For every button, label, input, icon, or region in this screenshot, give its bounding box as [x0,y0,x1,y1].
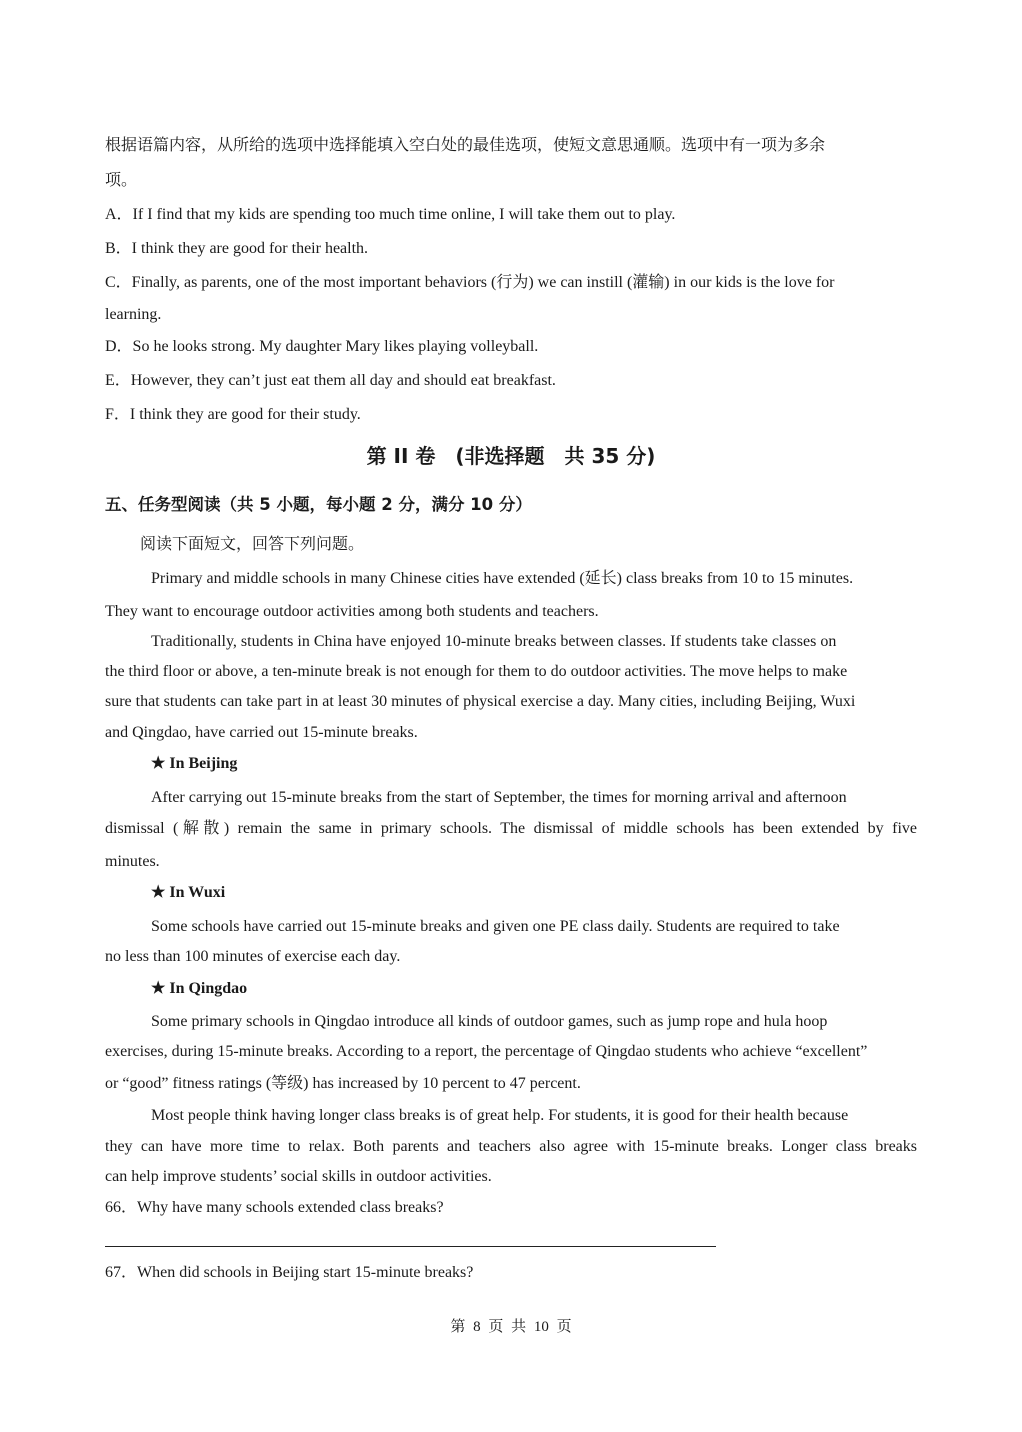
option-e: E．However, they can’t just eat them all day and should eat breakfast. [105,372,556,389]
heading-qingdao: ★ In Qingdao [151,980,248,997]
heading-wuxi: ★ In Wuxi [151,884,226,901]
passage-p2-line-4: and Qingdao, have carried out 15-minute breaks. [105,724,418,741]
option-f: F．I think they are good for their study. [105,406,361,423]
reading-instruction: 阅读下面短文，回答下列问题。 [140,536,365,553]
passage-p6-line-1: Most people think having longer class breaks is of great help. For students, it is good for their health because [151,1107,849,1124]
passage-p2-line-1: Traditionally, students in China have enjoyed 10-minute breaks between classes. If students take classes on [151,633,837,650]
passage-p6-line-2: they can have more time to relax. Both parents and teachers also agree with 15-minute breaks. Longer class breaks [105,1138,917,1155]
passage-p5-line-3: or “good” fitness ratings (等级) has increased by 10 percent to 47 percent. [105,1075,581,1092]
instruction-line-1: 根据语篇内容，从所给的选项中选择能填入空白处的最佳选项，使短文意思通顺。选项中有一项为多余 [105,137,826,154]
passage-p5-line-2: exercises, during 15-minute breaks. According to a report, the percentage of Qingdao students who achieve “excellent” [105,1043,868,1060]
option-a: A．If I find that my kids are spending too much time online, I will take them out to play. [105,206,676,223]
instruction-line-2: 项。 [105,172,138,189]
part-title: 五、任务型阅读（共 5 小题，每小题 2 分，满分 10 分） [105,495,532,514]
passage-p4-line-1: Some schools have carried out 15-minute breaks and given one PE class daily. Students are required to take [151,918,840,935]
passage-p6-line-3: can help improve students’ social skills in outdoor activities. [105,1168,492,1185]
option-d: D．So he looks strong. My daughter Mary likes playing volleyball. [105,338,539,355]
passage-p2-line-2: the third floor or above, a ten-minute break is not enough for them to do outdoor activities. The move helps to make [105,663,848,680]
page-footer: 第 8 页 共 10 页 [450,1319,572,1335]
section-title: 第 II 卷 (非选择题 共 35 分) [366,444,656,468]
question-67: 67．When did schools in Beijing start 15-minute breaks? [105,1264,474,1281]
passage-p3-line-1: After carrying out 15-minute breaks from the start of September, the times for morning arrival and afternoon [151,789,847,806]
passage-p5-line-1: Some primary schools in Qingdao introduce all kinds of outdoor games, such as jump rope and hula hoop [151,1013,828,1030]
option-c-line-2: learning. [105,306,162,323]
heading-beijing: ★ In Beijing [151,755,238,772]
option-b: B．I think they are good for their health. [105,240,369,257]
passage-p1-line-2: They want to encourage outdoor activities among both students and teachers. [105,603,599,620]
passage-p4-line-2: no less than 100 minutes of exercise each day. [105,948,401,965]
answer-line-66[interactable] [105,1246,716,1247]
passage-p1-line-1: Primary and middle schools in many Chinese cities have extended (延长) class breaks from 10 to 15 minutes. [151,570,854,587]
passage-p3-line-3: minutes. [105,853,160,870]
question-66: 66．Why have many schools extended class breaks? [105,1199,444,1216]
option-c-line-1: C．Finally, as parents, one of the most important behaviors (行为) we can instill (灌输) in our kids is the love for [105,274,835,291]
passage-p2-line-3: sure that students can take part in at least 30 minutes of physical exercise a day. Many cities, including Beijing, Wuxi [105,693,856,710]
passage-p3-line-2: dismissal (解散) remain the same in primary schools. The dismissal of middle schools has been extended by five [105,820,917,837]
